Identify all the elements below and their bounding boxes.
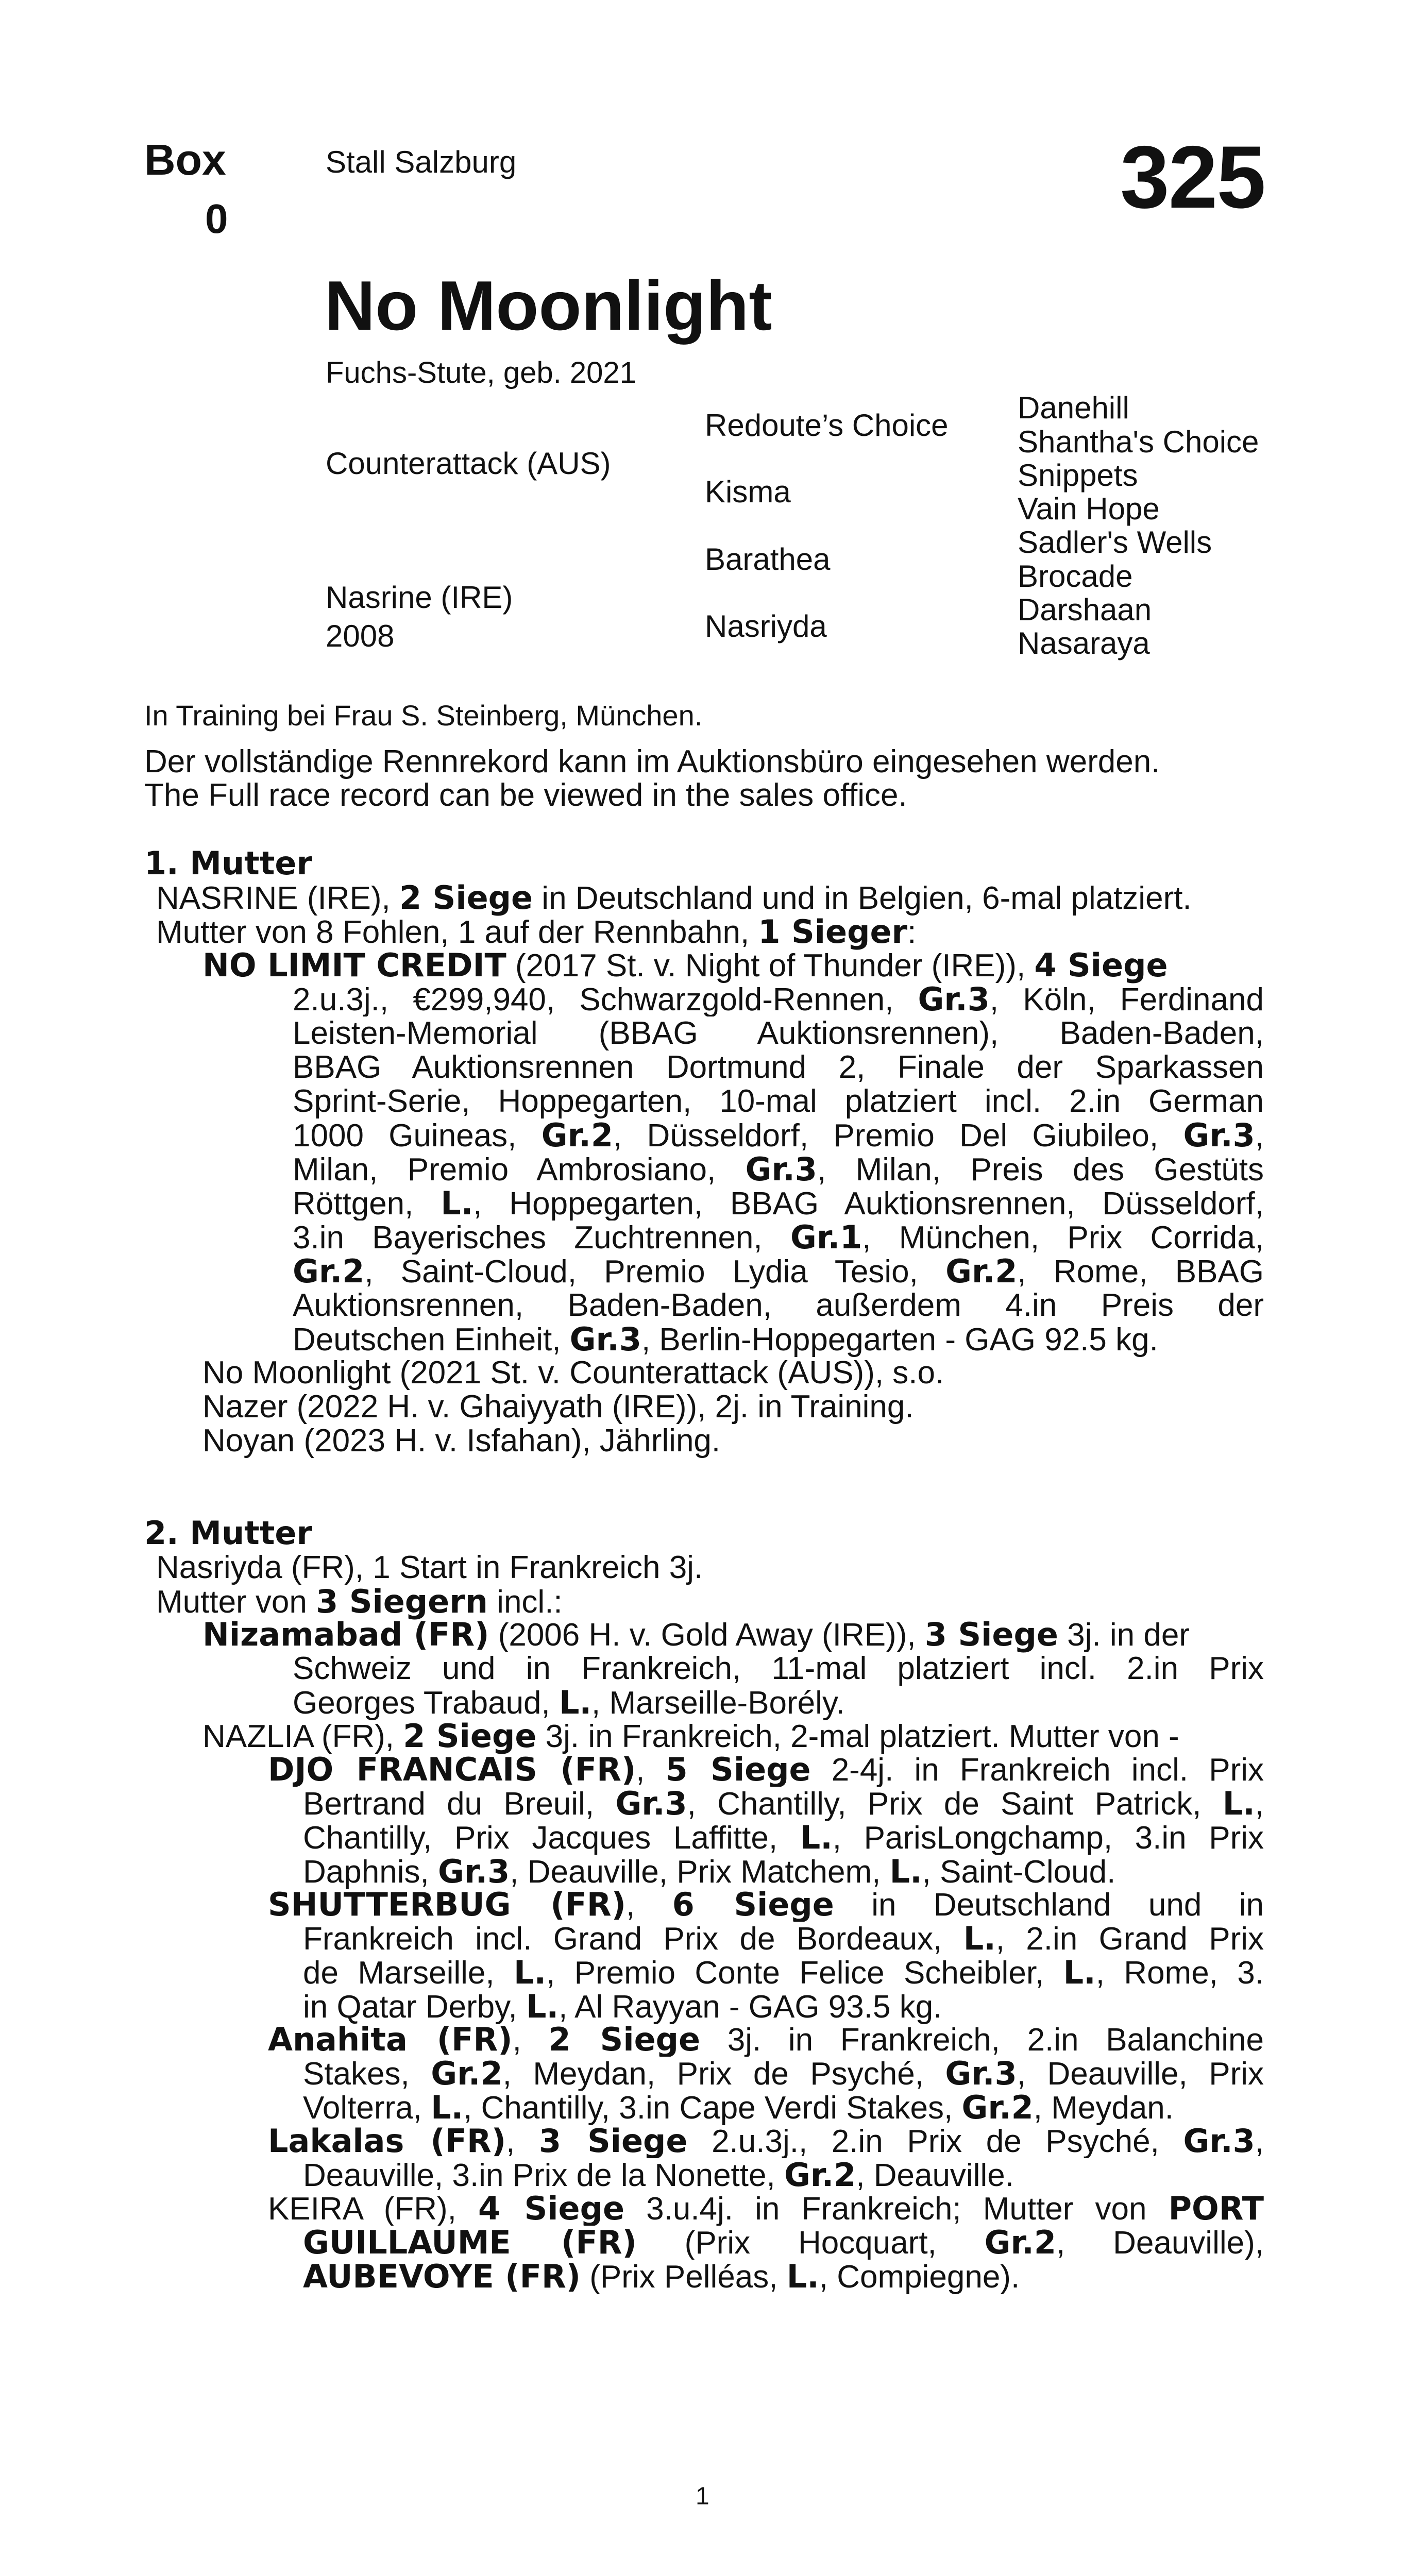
bold-text: 2 Siege <box>548 2023 701 2057</box>
progeny-no-limit-credit-record <box>293 982 1264 1357</box>
grandprogeny-lakalas <box>268 2124 1264 2158</box>
bold-text: Gr.3 <box>1183 2124 1255 2158</box>
record-line: Gr.2, Saint-Cloud, Premio Lydia Tesio, Gr.2, Rome, BBAG <box>293 1255 1264 1289</box>
pedigree-dam-sire: Barathea <box>705 542 831 577</box>
first-dam-heading: 1. Mutter <box>144 844 313 882</box>
grandprogeny-djo-francais-record <box>303 1787 1264 1889</box>
record-line: Volterra, L., Chantilly, 3.in Cape Verdi Stakes, Gr.2, Meydan. <box>303 2089 1174 2126</box>
bold-text: Gr.1 <box>790 1221 862 1255</box>
record-line: BBAG Auktionsrennen Dortmund 2, Finale der Sparkassen <box>293 1050 1264 1084</box>
pedigree-g3-7: Darshaan <box>1018 592 1152 627</box>
progeny-first-line: NAZLIA (FR), 2 Siege 3j. in Frankreich, 2-mal platziert. Mutter von - <box>202 1717 1179 1755</box>
pedigree-g3-1: Danehill <box>1018 391 1129 425</box>
record-line: Stakes, Gr.2, Meydan, Prix de Psyché, Gr.3, Deauville, Prix <box>303 2057 1264 2091</box>
bold-text: AUBEVOYE (FR) <box>303 2258 581 2295</box>
record-line: Daphnis, Gr.3, Deauville, Prix Matchem, L., Saint-Cloud. <box>303 1853 1116 1890</box>
bold-text: 6 Siege <box>672 1888 834 1922</box>
bold-text: 2 Siege <box>403 1717 537 1755</box>
first-dam-intro-line: Mutter von 8 Fohlen, 1 auf der Rennbahn, 1 Sieger: <box>156 913 917 951</box>
box-label: Box <box>144 135 226 184</box>
record-line: Chantilly, Prix Jacques Laffitte, L., ParisLongchamp, 3.in Prix <box>303 1821 1264 1855</box>
pedigree-sire: Counterattack (AUS) <box>326 446 611 481</box>
record-line: Röttgen, L., Hoppegarten, BBAG Auktionsrennen, Düsseldorf, <box>293 1187 1264 1221</box>
record-note-de: Der vollständige Rennrekord kann im Auktionsbüro eingesehen werden. <box>144 744 1160 779</box>
bold-text: Gr.2 <box>293 1255 365 1289</box>
bold-text: Nizamabad (FR) <box>202 1616 489 1653</box>
progeny-item: No Moonlight (2021 St. v. Counterattack (AUS)), s.o. <box>202 1355 944 1391</box>
pedigree-dam-dam: Nasriyda <box>705 609 827 643</box>
record-line: Frankreich incl. Grand Prix de Bordeaux, L., 2.in Grand Prix <box>303 1922 1264 1956</box>
pedigree-g3-5: Sadler's Wells <box>1018 525 1212 560</box>
grandprogeny-lakalas-record <box>303 2158 1264 2192</box>
record-line: 3.in Bayerisches Zuchtrennen, Gr.1, München, Prix Corrida, <box>293 1221 1264 1255</box>
bold-text: Gr.3 <box>745 1153 817 1187</box>
pedigree-g3-2: Shantha's Choice <box>1018 425 1259 459</box>
progeny-item: Noyan (2023 H. v. Isfahan), Jährling. <box>202 1423 721 1459</box>
bold-text: 3 Siege <box>924 1616 1058 1653</box>
pedigree-g3-4: Vain Hope <box>1018 492 1160 526</box>
record-line: Schweiz und in Frankreich, 11-mal platziert incl. 2.in Prix <box>293 1652 1264 1686</box>
bold-text: L. <box>800 1821 833 1855</box>
bold-text: L. <box>559 1684 592 1721</box>
second-dam-intro-line: Nasriyda (FR), 1 Start in Frankreich 3j. <box>156 1550 703 1585</box>
bold-text: NO LIMIT CREDIT <box>202 946 506 984</box>
pedigree-sire-dam: Kisma <box>705 474 791 509</box>
pedigree-g3-8: Nasaraya <box>1018 626 1150 660</box>
bold-text: Gr.2 <box>961 2089 1034 2126</box>
bold-text: Gr.3 <box>615 1787 687 1821</box>
record-line: de Marseille, L., Premio Conte Felice Scheibler, L., Rome, 3. <box>303 1956 1264 1990</box>
grandprogeny-djo-francais <box>268 1753 1264 1787</box>
grandprogeny-keira-record <box>303 2226 1264 2294</box>
bold-text: L. <box>1063 1956 1096 1990</box>
progeny-nazlia <box>202 1719 1264 1753</box>
pedigree-g3-6: Brocade <box>1018 559 1133 594</box>
bold-text: GUILLAUME (FR) <box>303 2226 637 2260</box>
bold-text: Gr.3 <box>1183 1118 1255 1153</box>
bold-text: L. <box>889 1853 922 1890</box>
bold-text: L. <box>963 1922 996 1956</box>
training-note: In Training bei Frau S. Steinberg, München. <box>144 699 703 732</box>
bold-text: L. <box>526 1988 559 2025</box>
bold-text: 5 Siege <box>665 1753 811 1787</box>
bold-text: Gr.2 <box>541 1118 614 1153</box>
first-dam-other-progeny <box>202 1356 1264 1458</box>
bold-text: L. <box>1222 1787 1255 1821</box>
progeny-no-limit-credit <box>202 948 1264 982</box>
bold-text: 4 Siege <box>1034 946 1168 984</box>
record-line: 2.u.3j., €299,940, Schwarzgold-Rennen, Gr.3, Köln, Ferdinand <box>293 982 1264 1016</box>
progeny-first-line: Nizamabad (FR) (2006 H. v. Gold Away (IRE)), 3 Siege 3j. in der <box>202 1616 1190 1653</box>
bold-text: Gr.3 <box>918 982 990 1016</box>
second-dam-intro-line: Mutter von 3 Siegern incl.: <box>156 1583 563 1620</box>
record-line: 1000 Guineas, Gr.2, Düsseldorf, Premio Del Giubileo, Gr.3, <box>293 1118 1264 1153</box>
bold-text: Lakalas (FR) <box>268 2124 506 2158</box>
record-line: AUBEVOYE (FR) (Prix Pelléas, L., Compiegne). <box>303 2258 1020 2295</box>
consignor: Stall Salzburg <box>326 145 517 179</box>
record-line: Leisten-Memorial (BBAG Auktionsrennen), Baden-Baden, <box>293 1016 1264 1050</box>
record-line: Deutschen Einheit, Gr.3, Berlin-Hoppegarten - GAG 92.5 kg. <box>293 1320 1158 1358</box>
horse-description: Fuchs-Stute, geb. 2021 <box>326 356 636 389</box>
record-line: Bertrand du Breuil, Gr.3, Chantilly, Prix de Saint Patrick, L., <box>303 1787 1264 1821</box>
bold-text: 2 Siege <box>399 879 533 917</box>
bold-text: L. <box>441 1187 473 1221</box>
pedigree-dam: Nasrine (IRE) <box>326 580 513 615</box>
bold-text: Anahita (FR) <box>268 2023 513 2057</box>
progeny-first-line: Lakalas (FR), 3 Siege 2.u.3j., 2.in Prix de Psyché, Gr.3, <box>268 2124 1264 2158</box>
record-line: Deauville, 3.in Prix de la Nonette, Gr.2, Deauville. <box>303 2156 1014 2194</box>
record-line: in Qatar Derby, L., Al Rayyan - GAG 93.5 kg. <box>303 1988 942 2025</box>
progeny-first-line: Anahita (FR), 2 Siege 3j. in Frankreich, 2.in Balanchine <box>268 2023 1264 2057</box>
bold-text: 4 Siege <box>478 2192 625 2226</box>
bold-text: Gr.2 <box>784 2156 856 2194</box>
bold-text: Gr.2 <box>431 2057 503 2091</box>
horse-name: No Moonlight <box>325 266 772 345</box>
record-note-en: The Full race record can be viewed in the sales office. <box>144 777 907 813</box>
record-line: Georges Trabaud, L., Marseille-Borély. <box>293 1684 845 1721</box>
bold-text: L. <box>431 2089 464 2126</box>
first-dam-intro-line: NASRINE (IRE), 2 Siege in Deutschland und in Belgien, 6-mal platziert. <box>156 879 1192 917</box>
bold-text: Gr.3 <box>569 1320 641 1358</box>
progeny-item: Nazer (2022 H. v. Ghaiyyath (IRE)), 2j. in Training. <box>202 1389 914 1425</box>
pedigree-dam-year: 2008 <box>326 619 395 653</box>
bold-text: L. <box>786 2258 819 2295</box>
grandprogeny-anahita-record <box>303 2057 1264 2125</box>
progeny-first-line: DJO FRANCAIS (FR), 5 Siege 2-4j. in Frankreich incl. Prix <box>268 1753 1264 1787</box>
progeny-nizamabad-record <box>293 1652 1264 1720</box>
pedigree-sire-sire: Redoute’s Choice <box>705 408 949 443</box>
bold-text: Gr.3 <box>945 2057 1017 2091</box>
grandprogeny-shutterbug-record <box>303 1922 1264 2024</box>
box-number: 0 <box>205 196 228 242</box>
bold-text: L. <box>514 1956 547 1990</box>
record-line: GUILLAUME (FR) (Prix Hocquart, Gr.2, Deauville), <box>303 2226 1264 2260</box>
page-number: 1 <box>696 2483 709 2510</box>
second-dam-intro <box>156 1551 1264 1619</box>
bold-text: Gr.2 <box>945 1255 1018 1289</box>
grandprogeny-anahita <box>268 2023 1264 2057</box>
bold-text: Gr.3 <box>437 1853 510 1890</box>
bold-text: PORT <box>1168 2192 1264 2226</box>
progeny-first-line: SHUTTERBUG (FR), 6 Siege in Deutschland und in <box>268 1888 1264 1922</box>
grandprogeny-shutterbug <box>268 1888 1264 1922</box>
grandprogeny-keira <box>268 2192 1264 2226</box>
first-dam-intro <box>156 881 1264 949</box>
progeny-nizamabad <box>202 1618 1264 1652</box>
bold-text: 1 Sieger <box>758 913 908 951</box>
progeny-first-line: KEIRA (FR), 4 Siege 3.u.4j. in Frankreich; Mutter von PORT <box>268 2192 1264 2226</box>
record-line: Milan, Premio Ambrosiano, Gr.3, Milan, Preis des Gestüts <box>293 1153 1264 1187</box>
pedigree-g3-3: Snippets <box>1018 458 1138 493</box>
record-line: Sprint-Serie, Hoppegarten, 10-mal platziert incl. 2.in German <box>293 1084 1264 1118</box>
progeny-first-line: NO LIMIT CREDIT (2017 St. v. Night of Thunder (IRE)), 4 Siege <box>202 946 1168 984</box>
second-dam-heading: 2. Mutter <box>144 1514 313 1552</box>
lot-number: 325 <box>1120 128 1265 227</box>
bold-text: DJO FRANCAIS (FR) <box>268 1753 636 1787</box>
bold-text: 3 Siegern <box>316 1583 488 1620</box>
bold-text: Gr.2 <box>984 2226 1056 2260</box>
record-line: Auktionsrennen, Baden-Baden, außerdem 4.in Preis der <box>293 1289 1264 1323</box>
bold-text: 3 Siege <box>538 2124 688 2158</box>
bold-text: SHUTTERBUG (FR) <box>268 1888 626 1922</box>
